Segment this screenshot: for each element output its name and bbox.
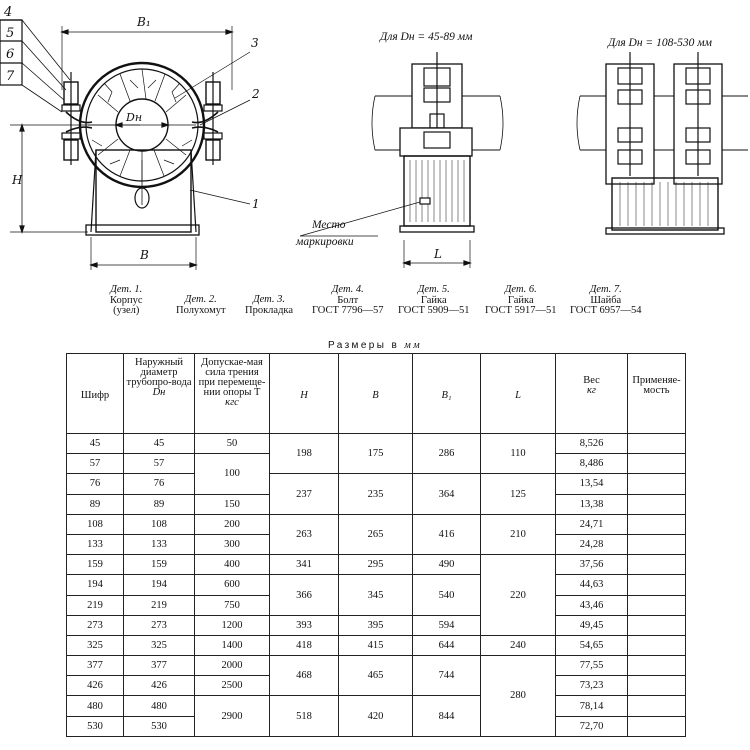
cell-b: 395 bbox=[339, 615, 413, 635]
cell-weight: 43,46 bbox=[556, 595, 628, 615]
cell-weight: 13,54 bbox=[556, 474, 628, 494]
cell-weight: 37,56 bbox=[556, 555, 628, 575]
cell-shifr: 159 bbox=[67, 555, 124, 575]
cell-l: 125 bbox=[481, 474, 556, 514]
cell-shifr: 89 bbox=[67, 494, 124, 514]
label-1: 1 bbox=[252, 197, 260, 211]
cell-shifr: 45 bbox=[67, 434, 124, 454]
cell-b1: 540 bbox=[413, 575, 481, 615]
cell-shifr: 377 bbox=[67, 656, 124, 676]
cell-b: 265 bbox=[339, 514, 413, 554]
table-row bbox=[67, 696, 686, 716]
header-shifr: Шифр bbox=[67, 354, 124, 434]
cell-b: 415 bbox=[339, 635, 413, 655]
cell-force: 200 bbox=[195, 514, 270, 534]
marking-label-1: Место bbox=[312, 219, 346, 231]
cell-diameter: 57 bbox=[124, 454, 195, 474]
cell-diameter: 45 bbox=[124, 434, 195, 454]
title-large-diameter: Для Dн = 108-530 мм bbox=[608, 37, 712, 49]
header-weight: Вес кг bbox=[556, 354, 628, 434]
cell-diameter: 219 bbox=[124, 595, 195, 615]
cell-force: 750 bbox=[195, 595, 270, 615]
table-header-row bbox=[67, 354, 686, 434]
detail-3: Дет. 3. Прокладка bbox=[245, 294, 294, 316]
cell-force: 150 bbox=[195, 494, 270, 514]
detail-2: Дет. 2. Полухомут bbox=[176, 294, 226, 316]
callout-6: 6 bbox=[6, 47, 15, 62]
header-diameter: Наружный диаметр трубопро-вода Dн bbox=[124, 354, 195, 434]
table-row bbox=[67, 635, 686, 655]
cell-b: 345 bbox=[339, 575, 413, 615]
cell-diameter: 133 bbox=[124, 534, 195, 554]
cell-diameter: 76 bbox=[124, 474, 195, 494]
cell-l: 110 bbox=[481, 434, 556, 474]
cell-weight: 44,63 bbox=[556, 575, 628, 595]
cell-diameter: 377 bbox=[124, 656, 195, 676]
header-b: B bbox=[339, 354, 413, 434]
cell-applicability bbox=[628, 716, 686, 736]
cell-force: 400 bbox=[195, 555, 270, 575]
cell-weight: 73,23 bbox=[556, 676, 628, 696]
header-h: H bbox=[270, 354, 339, 434]
header-applicability: Применяе-мость bbox=[628, 354, 686, 434]
label-2: 2 bbox=[252, 87, 260, 101]
cell-b1: 416 bbox=[413, 514, 481, 554]
detail-6: Дет. 6. Гайка ГОСТ 5917—51 bbox=[485, 284, 557, 316]
table-row bbox=[67, 656, 686, 676]
cell-applicability bbox=[628, 656, 686, 676]
cell-applicability bbox=[628, 434, 686, 454]
cell-l: 210 bbox=[481, 514, 556, 554]
header-l: L bbox=[481, 354, 556, 434]
cell-applicability bbox=[628, 635, 686, 655]
dimensions-table bbox=[66, 353, 686, 737]
cell-applicability bbox=[628, 474, 686, 494]
table-caption: Размеры в мм bbox=[327, 340, 422, 351]
side-view-large bbox=[577, 52, 748, 234]
cell-b1: 490 bbox=[413, 555, 481, 575]
cell-weight: 8,486 bbox=[556, 454, 628, 474]
detail-1: Дет. 1. Корпус (узел) bbox=[110, 284, 143, 316]
cell-diameter: 89 bbox=[124, 494, 195, 514]
cell-force: 2000 bbox=[195, 656, 270, 676]
cell-h: 418 bbox=[270, 635, 339, 655]
cell-applicability bbox=[628, 454, 686, 474]
table-row bbox=[67, 474, 686, 494]
cell-applicability bbox=[628, 676, 686, 696]
cell-weight: 78,14 bbox=[556, 696, 628, 716]
table-row bbox=[67, 615, 686, 635]
cell-shifr: 219 bbox=[67, 595, 124, 615]
cell-diameter: 194 bbox=[124, 575, 195, 595]
cell-h: 237 bbox=[270, 474, 339, 514]
cell-l: 240 bbox=[481, 635, 556, 655]
cell-weight: 54,65 bbox=[556, 635, 628, 655]
cell-b1: 844 bbox=[413, 696, 481, 736]
cell-l: 220 bbox=[481, 555, 556, 636]
cell-applicability bbox=[628, 575, 686, 595]
header-b1: B₁ bbox=[413, 354, 481, 434]
cell-force: 100 bbox=[195, 454, 270, 494]
cell-weight: 49,45 bbox=[556, 615, 628, 635]
title-small-diameter: Для Dн = 45-89 мм bbox=[380, 31, 473, 43]
cell-shifr: 480 bbox=[67, 696, 124, 716]
cell-applicability bbox=[628, 595, 686, 615]
cell-applicability bbox=[628, 555, 686, 575]
cell-force: 50 bbox=[195, 434, 270, 454]
cell-shifr: 325 bbox=[67, 635, 124, 655]
cell-b: 420 bbox=[339, 696, 413, 736]
cell-b: 235 bbox=[339, 474, 413, 514]
cell-diameter: 159 bbox=[124, 555, 195, 575]
cell-shifr: 426 bbox=[67, 676, 124, 696]
assembly-drawing bbox=[0, 0, 750, 285]
cell-h: 518 bbox=[270, 696, 339, 736]
cell-b: 175 bbox=[339, 434, 413, 474]
cell-weight: 8,526 bbox=[556, 434, 628, 454]
cell-diameter: 426 bbox=[124, 676, 195, 696]
label-b: B bbox=[140, 248, 149, 262]
marking-label-2: маркировки bbox=[296, 236, 354, 248]
cell-force: 300 bbox=[195, 534, 270, 554]
cell-force: 600 bbox=[195, 575, 270, 595]
cell-b: 465 bbox=[339, 656, 413, 696]
callout-5: 5 bbox=[6, 26, 15, 41]
cell-shifr: 108 bbox=[67, 514, 124, 534]
cell-applicability bbox=[628, 615, 686, 635]
cell-force: 2900 bbox=[195, 696, 270, 736]
detail-5: Дет. 5. Гайка ГОСТ 5909—51 bbox=[398, 284, 470, 316]
cell-force: 1200 bbox=[195, 615, 270, 635]
detail-4: Дет. 4. Болт ГОСТ 7796—57 bbox=[312, 284, 384, 316]
header-force: Допускае-мая сила трения при перемеще-нии опоры T кгс bbox=[195, 354, 270, 434]
cell-b1: 364 bbox=[413, 474, 481, 514]
cell-diameter: 480 bbox=[124, 696, 195, 716]
cell-b1: 594 bbox=[413, 615, 481, 635]
cell-b: 295 bbox=[339, 555, 413, 575]
cell-applicability bbox=[628, 696, 686, 716]
cell-shifr: 57 bbox=[67, 454, 124, 474]
cell-weight: 77,55 bbox=[556, 656, 628, 676]
cell-h: 366 bbox=[270, 575, 339, 615]
cell-l: 280 bbox=[481, 656, 556, 737]
cell-diameter: 530 bbox=[124, 716, 195, 736]
table-row bbox=[67, 555, 686, 575]
label-3: 3 bbox=[251, 36, 259, 50]
label-l: L bbox=[434, 247, 442, 261]
cell-diameter: 273 bbox=[124, 615, 195, 635]
cell-h: 341 bbox=[270, 555, 339, 575]
cell-shifr: 273 bbox=[67, 615, 124, 635]
cell-applicability bbox=[628, 534, 686, 554]
cell-h: 393 bbox=[270, 615, 339, 635]
cell-applicability bbox=[628, 494, 686, 514]
callout-4: 4 bbox=[4, 5, 13, 20]
cell-diameter: 108 bbox=[124, 514, 195, 534]
label-h: H bbox=[12, 173, 23, 187]
cell-weight: 13,38 bbox=[556, 494, 628, 514]
front-view bbox=[10, 26, 250, 270]
cell-weight: 72,70 bbox=[556, 716, 628, 736]
cell-force: 2500 bbox=[195, 676, 270, 696]
cell-h: 198 bbox=[270, 434, 339, 474]
cell-weight: 24,71 bbox=[556, 514, 628, 534]
cell-b1: 744 bbox=[413, 656, 481, 696]
cell-shifr: 76 bbox=[67, 474, 124, 494]
cell-shifr: 133 bbox=[67, 534, 124, 554]
callout-7: 7 bbox=[6, 69, 15, 84]
cell-applicability bbox=[628, 514, 686, 534]
table-row bbox=[67, 514, 686, 534]
label-b1: B₁ bbox=[137, 15, 151, 29]
cell-diameter: 325 bbox=[124, 635, 195, 655]
cell-h: 263 bbox=[270, 514, 339, 554]
table-row bbox=[67, 575, 686, 595]
label-dn: Dн bbox=[126, 111, 143, 124]
cell-h: 468 bbox=[270, 656, 339, 696]
cell-shifr: 194 bbox=[67, 575, 124, 595]
cell-weight: 24,28 bbox=[556, 534, 628, 554]
cell-force: 1400 bbox=[195, 635, 270, 655]
cell-shifr: 530 bbox=[67, 716, 124, 736]
detail-7: Дет. 7. Шайба ГОСТ 6957—54 bbox=[570, 284, 642, 316]
table-row bbox=[67, 434, 686, 454]
cell-b1: 286 bbox=[413, 434, 481, 474]
cell-b1: 644 bbox=[413, 635, 481, 655]
